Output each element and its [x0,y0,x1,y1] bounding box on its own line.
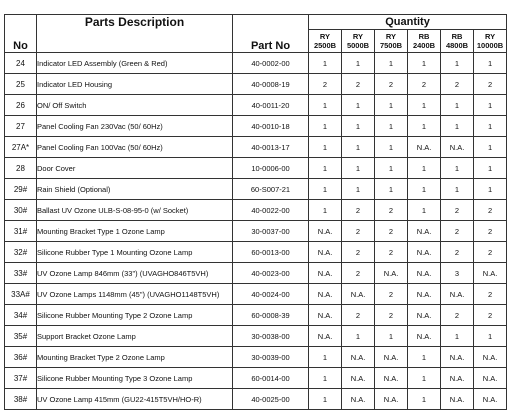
part-description: Panel Cooling Fan 230Vac (50/ 60Hz) [37,116,233,137]
quantity-cell: 2 [474,305,507,326]
quantity-cell: N.A. [474,389,507,410]
quantity-cell: 1 [309,53,342,74]
model-header [375,30,408,53]
quantity-cell: N.A. [342,284,375,305]
part-description: Silicone Rubber Type 1 Mounting Ozone Lamp [37,242,233,263]
table-row [5,284,507,305]
quantity-cell: 2 [309,74,342,95]
quantity-cell: N.A. [441,284,474,305]
quantity-cell: 1 [408,158,441,179]
quantity-cell: N.A. [408,284,441,305]
quantity-cell: 1 [309,116,342,137]
item-number: 27A* [5,137,37,158]
quantity-cell: N.A. [408,326,441,347]
quantity-cell: 1 [408,368,441,389]
quantity-cell: 1 [375,326,408,347]
model-series: RY [352,32,364,41]
quantity-cell: 1 [309,158,342,179]
item-number: 26 [5,95,37,116]
header-no: No [5,15,37,53]
quantity-cell: 1 [474,116,507,137]
quantity-cell: N.A. [441,137,474,158]
quantity-cell: N.A. [408,221,441,242]
quantity-cell: 1 [342,116,375,137]
item-number: 29# [5,179,37,200]
quantity-cell: N.A. [375,263,408,284]
table-row [5,389,507,410]
quantity-cell: 2 [441,221,474,242]
part-number: 30-0038-00 [233,326,309,347]
quantity-cell: 2 [342,200,375,221]
table-row [5,305,507,326]
parts-rows [5,53,507,410]
parts-list-sheet [4,14,507,410]
quantity-cell: N.A. [408,305,441,326]
part-number: 40-0023-00 [233,263,309,284]
quantity-cell: 1 [408,179,441,200]
item-number: 31# [5,221,37,242]
quantity-cell: 2 [408,74,441,95]
item-number: 28 [5,158,37,179]
table-header [5,15,507,53]
table-row [5,116,507,137]
quantity-cell: 2 [441,200,474,221]
item-number: 33A# [5,284,37,305]
model-capacity: 2400B [412,41,436,50]
quantity-cell: N.A. [441,389,474,410]
table-row [5,137,507,158]
quantity-cell: N.A. [408,137,441,158]
quantity-cell: N.A. [309,263,342,284]
quantity-cell: N.A. [375,347,408,368]
quantity-cell: N.A. [474,347,507,368]
quantity-cell: 3 [441,263,474,284]
quantity-cell: 2 [342,263,375,284]
item-number: 38# [5,389,37,410]
part-description: Indicator LED Housing [37,74,233,95]
item-number: 25 [5,74,37,95]
part-description: Silicone Rubber Mounting Type 3 Ozone Lamp [37,368,233,389]
table-row [5,221,507,242]
part-description: UV Ozone Lamp 846mm (33") (UVAGHO846T5VH) [37,263,233,284]
quantity-cell: 2 [375,74,408,95]
quantity-cell: 2 [474,74,507,95]
quantity-cell: 2 [342,305,375,326]
item-number: 33# [5,263,37,284]
part-number: 30-0037-00 [233,221,309,242]
table-row [5,368,507,389]
quantity-cell: 1 [408,53,441,74]
model-capacity: 4800B [445,41,469,50]
quantity-cell: 1 [441,326,474,347]
quantity-cell: 2 [342,74,375,95]
quantity-cell: 2 [474,221,507,242]
model-header [408,30,441,53]
part-number: 40-0025-00 [233,389,309,410]
quantity-cell: 1 [309,347,342,368]
table-row [5,74,507,95]
item-number: 34# [5,305,37,326]
part-number: 40-0002-00 [233,53,309,74]
quantity-cell: 2 [342,221,375,242]
item-number: 27 [5,116,37,137]
model-capacity: 10000B [476,41,504,50]
quantity-cell: 2 [375,305,408,326]
quantity-cell: 2 [441,305,474,326]
quantity-cell: N.A. [309,221,342,242]
quantity-cell: N.A. [309,326,342,347]
table-row [5,200,507,221]
quantity-cell: 1 [408,200,441,221]
table-row [5,347,507,368]
part-description: UV Ozone Lamps 1148mm (45") (UVAGHO1148T5VH) [37,284,233,305]
item-number: 36# [5,347,37,368]
quantity-cell: 1 [342,137,375,158]
quantity-cell: N.A. [408,263,441,284]
table-row [5,95,507,116]
part-number: 60-0014-00 [233,368,309,389]
quantity-cell: 1 [309,95,342,116]
quantity-cell: N.A. [309,242,342,263]
quantity-cell: N.A. [375,368,408,389]
model-series: RY [319,32,331,41]
item-number: 30# [5,200,37,221]
part-description: Ballast UV Ozone ULB-S-08-95-0 (w/ Socket) [37,200,233,221]
quantity-cell: N.A. [342,389,375,410]
quantity-cell: 1 [441,53,474,74]
item-number: 24 [5,53,37,74]
part-number: 40-0011-20 [233,95,309,116]
item-number: 35# [5,326,37,347]
part-number: 30-0039-00 [233,347,309,368]
quantity-cell: 1 [441,95,474,116]
quantity-cell: 1 [408,116,441,137]
table-row [5,158,507,179]
quantity-cell: 1 [474,53,507,74]
quantity-cell: 1 [375,53,408,74]
quantity-cell: N.A. [474,263,507,284]
part-description: Silicone Rubber Mounting Type 2 Ozone Lamp [37,305,233,326]
quantity-cell: 1 [309,137,342,158]
quantity-cell: N.A. [441,368,474,389]
part-number: 40-0010-18 [233,116,309,137]
quantity-cell: 1 [342,179,375,200]
model-series: RB [451,32,463,41]
part-description: Rain Shield (Optional) [37,179,233,200]
model-series: RB [418,32,430,41]
quantity-cell: 1 [474,179,507,200]
part-number: 60-0013-00 [233,242,309,263]
part-number: 40-0024-00 [233,284,309,305]
quantity-cell: 1 [441,116,474,137]
part-description: Indicator LED Assembly (Green & Red) [37,53,233,74]
part-description: UV Ozone Lamp 415mm (GU22-415T5VH/HO-R) [37,389,233,410]
model-header [474,30,507,53]
quantity-cell: 1 [375,179,408,200]
part-description: Mounting Bracket Type 2 Ozone Lamp [37,347,233,368]
quantity-cell: N.A. [342,368,375,389]
part-number: 40-0022-00 [233,200,309,221]
part-description: Support Bracket Ozone Lamp [37,326,233,347]
quantity-cell: 2 [441,242,474,263]
quantity-cell: 1 [375,116,408,137]
quantity-cell: 2 [375,200,408,221]
quantity-cell: 2 [375,284,408,305]
quantity-cell: N.A. [441,347,474,368]
quantity-cell: 1 [342,53,375,74]
quantity-cell: N.A. [309,305,342,326]
quantity-cell: 1 [309,389,342,410]
item-number: 37# [5,368,37,389]
table-row [5,242,507,263]
quantity-cell: 1 [408,95,441,116]
part-number: 40-0008-19 [233,74,309,95]
quantity-cell: 2 [441,74,474,95]
quantity-cell: 2 [375,242,408,263]
quantity-cell: 1 [474,95,507,116]
quantity-cell: 1 [408,389,441,410]
item-number: 32# [5,242,37,263]
model-capacity: 2500B [313,41,337,50]
part-number: 10-0006-00 [233,158,309,179]
quantity-cell: 2 [474,284,507,305]
model-header [309,30,342,53]
quantity-cell: 1 [474,137,507,158]
model-capacity: 7500B [379,41,403,50]
quantity-cell: 1 [441,158,474,179]
quantity-cell: 1 [309,368,342,389]
quantity-cell: 2 [342,242,375,263]
quantity-cell: N.A. [309,284,342,305]
quantity-cell: N.A. [342,347,375,368]
quantity-cell: 2 [375,221,408,242]
model-header [342,30,375,53]
part-number: 60-0008-39 [233,305,309,326]
quantity-cell: 1 [474,326,507,347]
quantity-cell: N.A. [474,368,507,389]
quantity-cell: N.A. [375,389,408,410]
quantity-cell: 1 [309,179,342,200]
part-description: ON/ Off Switch [37,95,233,116]
quantity-cell: 1 [342,158,375,179]
table-row [5,179,507,200]
part-description: Door Cover [37,158,233,179]
model-series: RY [484,32,496,41]
model-series: RY [385,32,397,41]
part-number: 40-0013-17 [233,137,309,158]
header-parts-description: Parts Description [37,15,233,53]
part-number: 60-S007-21 [233,179,309,200]
parts-table [4,14,507,410]
quantity-cell: 1 [474,158,507,179]
quantity-cell: 2 [474,200,507,221]
quantity-cell: 1 [309,200,342,221]
part-description: Panel Cooling Fan 100Vac (50/ 60Hz) [37,137,233,158]
quantity-cell: 1 [342,95,375,116]
quantity-cell: 1 [375,158,408,179]
part-description: Mounting Bracket Type 1 Ozone Lamp [37,221,233,242]
model-capacity: 5000B [346,41,370,50]
quantity-cell: 1 [408,347,441,368]
quantity-cell: 1 [342,326,375,347]
quantity-cell: 2 [474,242,507,263]
quantity-cell: N.A. [408,242,441,263]
model-header [441,30,474,53]
quantity-cell: 1 [375,95,408,116]
table-row [5,53,507,74]
header-part-no: Part No [233,15,309,53]
quantity-cell: 1 [441,179,474,200]
header-quantity: Quantity [309,15,507,30]
table-row [5,326,507,347]
table-row [5,263,507,284]
quantity-cell: 1 [375,137,408,158]
